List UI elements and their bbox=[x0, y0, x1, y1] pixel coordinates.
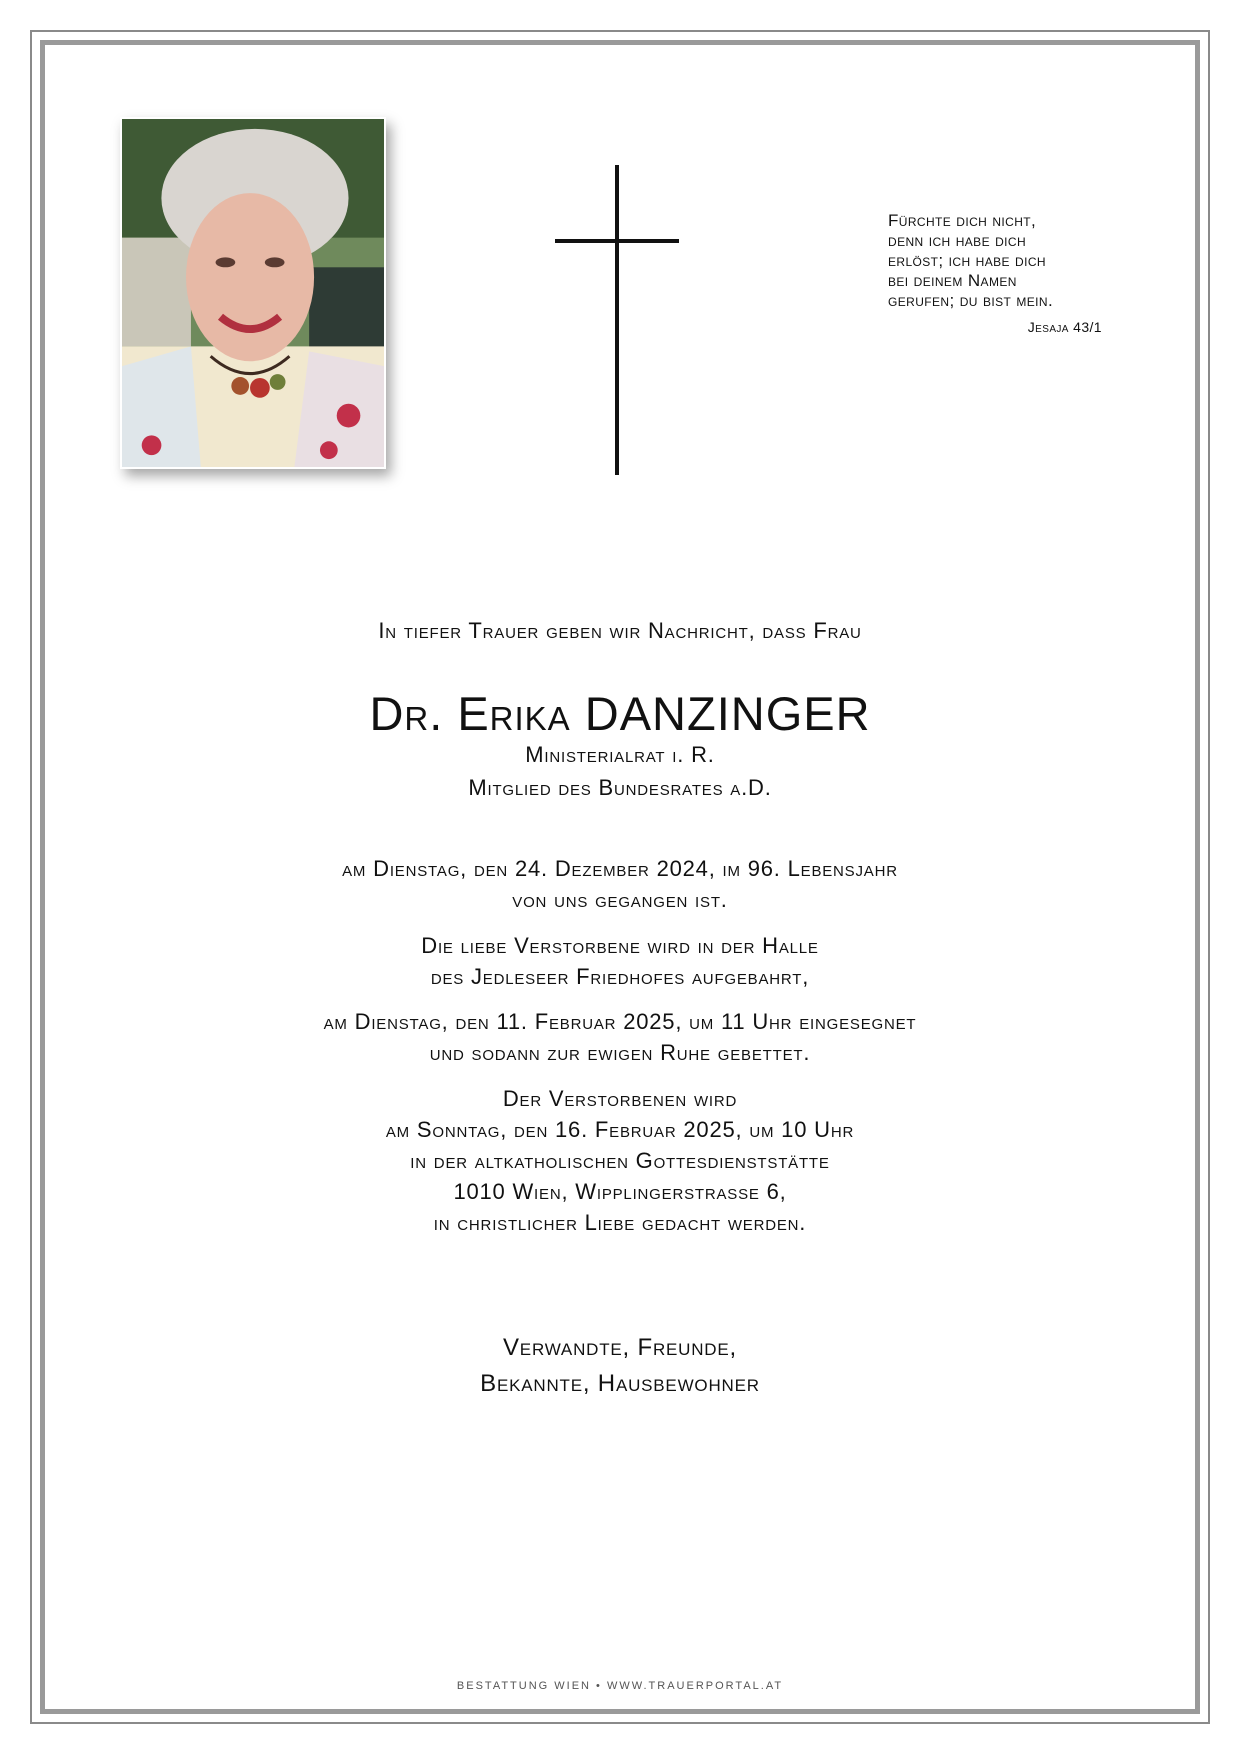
title-line: Ministerialrat i. R. bbox=[525, 742, 715, 767]
verse-reference: Jesaja 43/1 bbox=[1027, 319, 1102, 335]
lying-in-state-line: des Jedleseer Friedhofes aufgebahrt, bbox=[430, 964, 810, 989]
verse-line: erlöst; ich habe dich bbox=[888, 251, 1046, 270]
funeral-details bbox=[0, 1006, 1240, 1068]
deceased-name: Dr. Erika DANZINGER bbox=[369, 687, 871, 740]
verse-line: Fürchte dich nicht, bbox=[888, 211, 1037, 230]
memorial-line: in christlicher Liebe gedacht werden. bbox=[433, 1210, 807, 1235]
cross-symbol bbox=[555, 165, 679, 475]
title-line: Mitglied des Bundesrates a.D. bbox=[468, 775, 772, 800]
portrait-illustration bbox=[122, 119, 384, 467]
mourners-line: Verwandte, Freunde, bbox=[503, 1334, 737, 1361]
portrait-photo bbox=[120, 117, 386, 469]
bible-verse bbox=[888, 211, 1113, 337]
mourners-line: Bekannte, Hausbewohner bbox=[480, 1370, 760, 1397]
memorial-line: am Sonntag, den 16. Februar 2025, um 10 Uhr bbox=[385, 1117, 855, 1142]
cross-horizontal-bar bbox=[555, 239, 679, 243]
memorial-line: 1010 Wien, Wipplingerstrasse 6, bbox=[453, 1179, 787, 1204]
lying-in-state bbox=[0, 930, 1240, 992]
cross-vertical-bar bbox=[615, 165, 619, 475]
lying-in-state-line: Die liebe Verstorbene wird in der Halle bbox=[421, 933, 819, 958]
verse-line: bei deinem Namen bbox=[888, 271, 1017, 290]
notice-intro: In tiefer Trauer geben wir Nachricht, dass Frau bbox=[378, 618, 862, 643]
deceased-titles bbox=[0, 738, 1240, 804]
memorial-line: Der Verstorbenen wird bbox=[502, 1086, 738, 1111]
death-announcement bbox=[0, 853, 1240, 915]
funeral-line: und sodann zur ewigen Ruhe gebettet. bbox=[429, 1040, 811, 1065]
death-line: von uns gegangen ist. bbox=[512, 887, 728, 912]
funeral-line: am Dienstag, den 11. Februar 2025, um 11 Uhr eingesegnet bbox=[323, 1009, 917, 1034]
memorial-service bbox=[0, 1083, 1240, 1238]
verse-line: denn ich habe dich bbox=[888, 231, 1027, 250]
verse-line: gerufen; du bist mein. bbox=[888, 291, 1054, 310]
footer-credit: BESTATTUNG WIEN • WWW.TRAUERPORTAL.AT bbox=[456, 1680, 784, 1692]
memorial-line: in der altkatholischen Gottesdienststätte bbox=[410, 1148, 830, 1173]
mourners-signature bbox=[0, 1330, 1240, 1402]
death-line: am Dienstag, den 24. Dezember 2024, im 96. Lebensjahr bbox=[342, 856, 898, 881]
